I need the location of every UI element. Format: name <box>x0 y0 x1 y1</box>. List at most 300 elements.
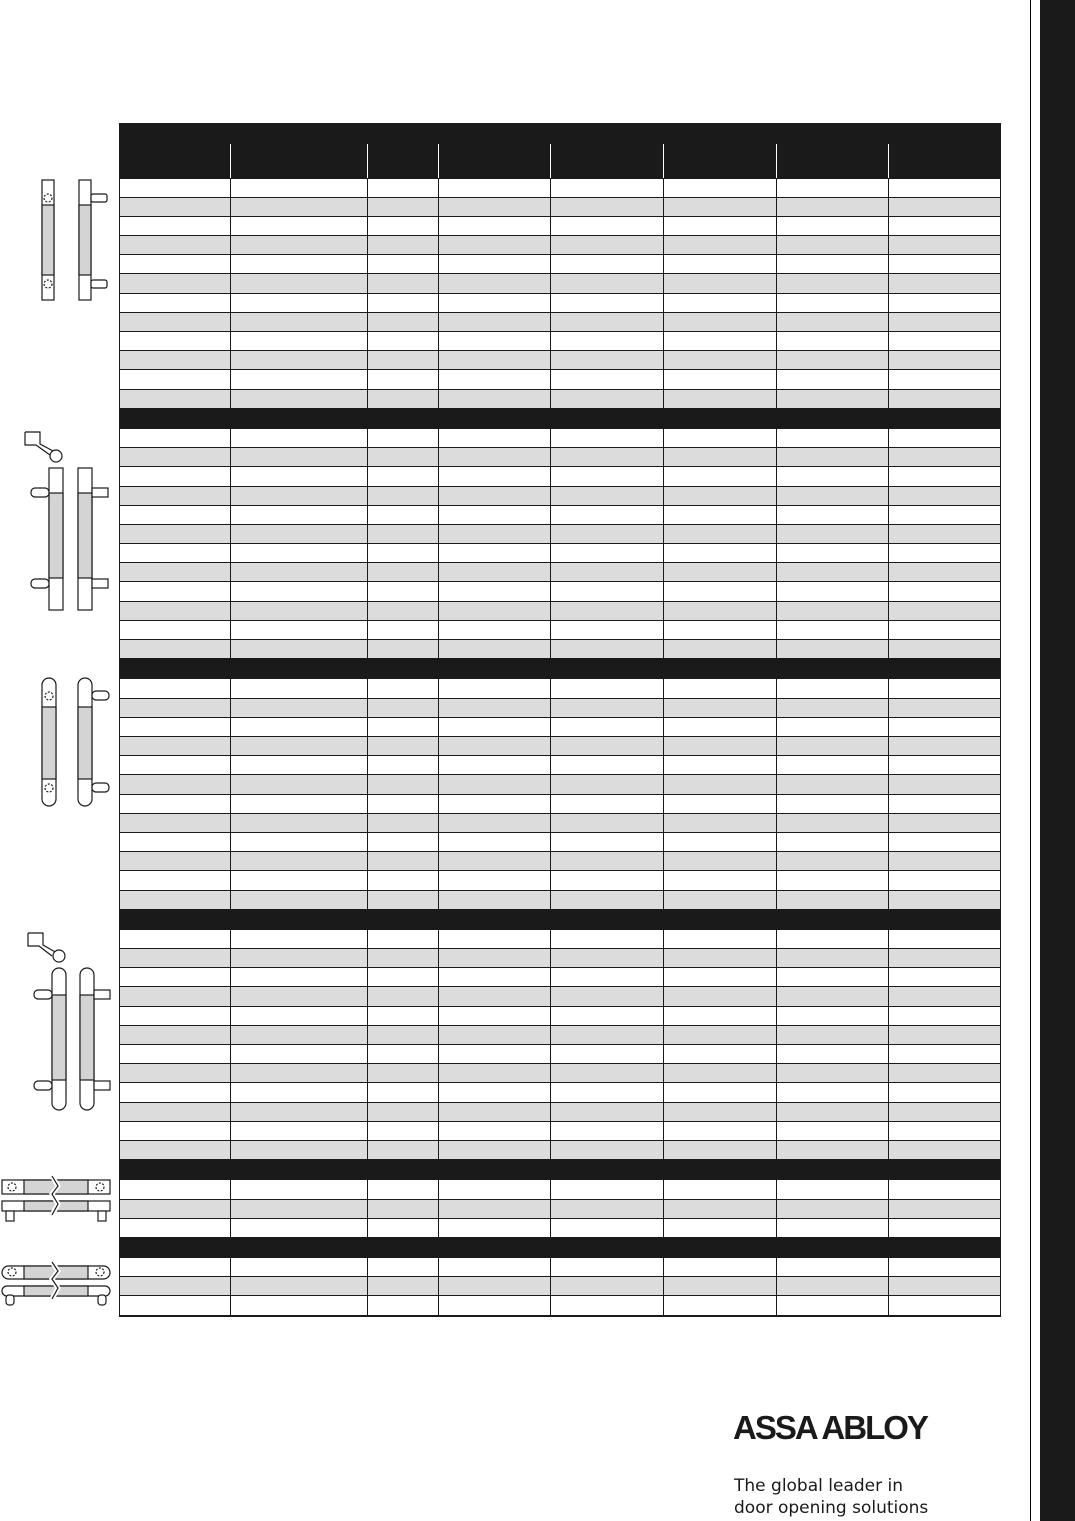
table-cell <box>120 1025 230 1044</box>
table-cell <box>776 1083 888 1102</box>
table-cell <box>438 1180 550 1199</box>
table-row <box>120 505 1000 524</box>
table-cell <box>888 601 1000 620</box>
section-header-cell <box>120 1237 1000 1257</box>
table-cell <box>120 929 230 948</box>
table-cell <box>776 1140 888 1159</box>
table-cell <box>230 524 367 543</box>
table-cell <box>776 698 888 717</box>
table-cell <box>888 1025 1000 1044</box>
table-cell <box>776 601 888 620</box>
table-cell <box>776 255 888 274</box>
table-cell <box>550 582 663 601</box>
table-cell <box>367 197 438 216</box>
table-cell <box>367 448 438 467</box>
table-row <box>120 389 1000 408</box>
table-cell <box>438 216 550 235</box>
table-cell <box>438 1083 550 1102</box>
table-cell <box>550 1296 663 1316</box>
table-cell <box>776 216 888 235</box>
table-cell <box>120 871 230 890</box>
table-row <box>120 1199 1000 1218</box>
table-cell <box>776 351 888 370</box>
table-cell <box>663 467 776 486</box>
table-cell <box>230 987 367 1006</box>
table-cell <box>438 197 550 216</box>
table-cell <box>367 312 438 331</box>
table-cell <box>888 505 1000 524</box>
table-cell <box>663 737 776 756</box>
table-cell <box>120 1102 230 1121</box>
table-cell <box>888 389 1000 408</box>
column-header-cell <box>663 144 776 178</box>
table-cell <box>120 1140 230 1159</box>
table-cell <box>120 1296 230 1316</box>
table-cell <box>438 717 550 736</box>
table-cell <box>888 274 1000 293</box>
table-row <box>120 448 1000 467</box>
table-cell <box>663 987 776 1006</box>
tagline-line-2: door opening solutions <box>734 1498 929 1518</box>
table-cell <box>120 236 230 255</box>
table-cell <box>438 949 550 968</box>
table-cell <box>230 428 367 447</box>
table-cell <box>120 1006 230 1025</box>
table-cell <box>776 1296 888 1316</box>
table-cell <box>776 794 888 813</box>
table-cell <box>888 890 1000 909</box>
table-cell <box>888 351 1000 370</box>
table-cell <box>776 274 888 293</box>
table-cell <box>230 1006 367 1025</box>
table-cell <box>120 1180 230 1199</box>
table-cell <box>888 544 1000 563</box>
table-cell <box>888 293 1000 312</box>
table-cell <box>888 679 1000 698</box>
table-cell <box>230 794 367 813</box>
table-cell <box>550 620 663 639</box>
table-cell <box>888 467 1000 486</box>
table-cell <box>230 1140 367 1159</box>
table-row <box>120 756 1000 775</box>
table-cell <box>888 448 1000 467</box>
table-cell <box>550 679 663 698</box>
table-cell <box>550 178 663 197</box>
table-cell <box>663 890 776 909</box>
table-row <box>120 178 1000 197</box>
table-row <box>120 717 1000 736</box>
table-row <box>120 312 1000 331</box>
table-cell <box>120 544 230 563</box>
table-cell <box>550 448 663 467</box>
table-cell <box>120 389 230 408</box>
table-cell <box>550 197 663 216</box>
table-cell <box>888 1121 1000 1140</box>
table-cell <box>367 794 438 813</box>
table-cell <box>663 813 776 832</box>
table-cell <box>120 563 230 582</box>
table-cell <box>888 949 1000 968</box>
table-cell <box>888 1296 1000 1316</box>
table-row <box>120 236 1000 255</box>
table-cell <box>663 1296 776 1316</box>
table-cell <box>120 640 230 659</box>
table-cell <box>550 544 663 563</box>
table-cell <box>438 1102 550 1121</box>
table-row <box>120 563 1000 582</box>
table-cell <box>888 255 1000 274</box>
table-cell <box>367 524 438 543</box>
table-cell <box>120 332 230 351</box>
table-cell <box>550 775 663 794</box>
table-cell <box>776 852 888 871</box>
table-cell <box>663 929 776 948</box>
table-cell <box>120 274 230 293</box>
table-cell <box>438 486 550 505</box>
table-cell <box>888 871 1000 890</box>
table-row <box>120 601 1000 620</box>
product-icons <box>0 0 118 1330</box>
table-cell <box>230 1045 367 1064</box>
table-cell <box>550 1258 663 1277</box>
table-cell <box>663 582 776 601</box>
table-cell <box>367 813 438 832</box>
table-cell <box>550 1140 663 1159</box>
table-cell <box>663 717 776 736</box>
table-cell <box>888 968 1000 987</box>
table-cell <box>888 370 1000 389</box>
table-top-band-cell <box>120 124 1000 144</box>
table-cell <box>367 563 438 582</box>
table-cell <box>888 1258 1000 1277</box>
table-row <box>120 467 1000 486</box>
table-cell <box>438 178 550 197</box>
table-cell <box>367 467 438 486</box>
table-cell <box>367 293 438 312</box>
table-cell <box>230 448 367 467</box>
table-cell <box>888 698 1000 717</box>
table-cell <box>663 852 776 871</box>
table-cell <box>438 1006 550 1025</box>
column-header-cell <box>438 144 550 178</box>
table-cell <box>438 679 550 698</box>
table-cell <box>663 756 776 775</box>
table-cell <box>120 794 230 813</box>
table-cell <box>888 1102 1000 1121</box>
table-cell <box>663 1045 776 1064</box>
table-cell <box>663 370 776 389</box>
table-cell <box>776 505 888 524</box>
table-cell <box>120 987 230 1006</box>
table-cell <box>663 1277 776 1296</box>
table-cell <box>230 640 367 659</box>
table-cell <box>120 428 230 447</box>
table-cell <box>367 871 438 890</box>
table-cell <box>230 679 367 698</box>
table-cell <box>367 698 438 717</box>
table-cell <box>776 987 888 1006</box>
table-cell <box>438 775 550 794</box>
table-cell <box>550 929 663 948</box>
table-cell <box>663 1025 776 1044</box>
table-cell <box>367 486 438 505</box>
table-cell <box>120 1083 230 1102</box>
table-cell <box>230 832 367 851</box>
table-cell <box>550 428 663 447</box>
pull-handle-straight-icon <box>42 180 107 300</box>
table-row <box>120 1025 1000 1044</box>
table-cell <box>776 679 888 698</box>
table-cell <box>550 351 663 370</box>
table-row <box>120 1277 1000 1296</box>
table-cell <box>776 486 888 505</box>
table-cell <box>550 601 663 620</box>
table-cell <box>367 505 438 524</box>
section-header-row <box>120 909 1000 929</box>
table-cell <box>230 505 367 524</box>
table-cell <box>776 756 888 775</box>
table-cell <box>120 293 230 312</box>
table-cell <box>438 813 550 832</box>
table-cell <box>230 544 367 563</box>
table-cell <box>550 968 663 987</box>
table-cell <box>776 389 888 408</box>
table-cell <box>230 775 367 794</box>
table-cell <box>776 1006 888 1025</box>
table-cell <box>230 620 367 639</box>
table-cell <box>663 178 776 197</box>
table-cell <box>230 1121 367 1140</box>
table-cell <box>663 236 776 255</box>
table-row <box>120 968 1000 987</box>
table-cell <box>663 351 776 370</box>
table-cell <box>120 1199 230 1218</box>
table-row <box>120 949 1000 968</box>
table-cell <box>888 1180 1000 1199</box>
table-row <box>120 544 1000 563</box>
table-cell <box>663 389 776 408</box>
table-cell <box>438 890 550 909</box>
table-cell <box>120 505 230 524</box>
table-cell <box>663 448 776 467</box>
table-cell <box>663 601 776 620</box>
table-cell <box>120 679 230 698</box>
table-cell <box>230 813 367 832</box>
table-cell <box>230 255 367 274</box>
table-cell <box>438 544 550 563</box>
table-cell <box>776 640 888 659</box>
table-cell <box>120 949 230 968</box>
table-cell <box>438 524 550 543</box>
table-cell <box>663 293 776 312</box>
table-top-band <box>120 124 1000 144</box>
table-cell <box>367 852 438 871</box>
table-cell <box>888 987 1000 1006</box>
table-cell <box>888 332 1000 351</box>
table-cell <box>120 312 230 331</box>
table-cell <box>120 1064 230 1083</box>
table-cell <box>230 563 367 582</box>
table-cell <box>367 775 438 794</box>
table-cell <box>367 929 438 948</box>
table-cell <box>550 332 663 351</box>
table-cell <box>888 620 1000 639</box>
table-cell <box>438 293 550 312</box>
table-row <box>120 794 1000 813</box>
table-cell <box>438 505 550 524</box>
table-cell <box>663 832 776 851</box>
table-cell <box>663 274 776 293</box>
table-cell <box>120 178 230 197</box>
table-row <box>120 1006 1000 1025</box>
table-row <box>120 832 1000 851</box>
table-cell <box>367 1025 438 1044</box>
table-cell <box>120 698 230 717</box>
table-cell <box>438 1296 550 1316</box>
table-cell <box>888 197 1000 216</box>
table-cell <box>230 968 367 987</box>
table-cell <box>550 1083 663 1102</box>
column-header-cell <box>367 144 438 178</box>
column-header-cell <box>550 144 663 178</box>
table-row <box>120 852 1000 871</box>
table-row <box>120 293 1000 312</box>
table-cell <box>120 486 230 505</box>
table-row <box>120 1045 1000 1064</box>
table-cell <box>367 332 438 351</box>
table-cell <box>776 428 888 447</box>
table-cell <box>367 717 438 736</box>
table-cell <box>550 1199 663 1218</box>
table-cell <box>663 1258 776 1277</box>
table-cell <box>120 255 230 274</box>
table-cell <box>230 197 367 216</box>
table-cell <box>663 1180 776 1199</box>
table-cell <box>888 737 1000 756</box>
table-cell <box>438 582 550 601</box>
table-cell <box>367 544 438 563</box>
section-header-cell <box>120 1160 1000 1180</box>
table-cell <box>776 1045 888 1064</box>
pull-bar-horizontal-icon <box>2 1176 110 1221</box>
table-cell <box>663 505 776 524</box>
table-cell <box>776 832 888 851</box>
table-cell <box>230 1258 367 1277</box>
table-cell <box>230 351 367 370</box>
table-cell <box>888 1199 1000 1218</box>
table-row <box>120 929 1000 948</box>
table-cell <box>367 1258 438 1277</box>
table-cell <box>888 563 1000 582</box>
table-row <box>120 1296 1000 1316</box>
table-cell <box>230 737 367 756</box>
table-cell <box>230 1025 367 1044</box>
table-cell <box>550 1064 663 1083</box>
table-cell <box>776 544 888 563</box>
table-cell <box>663 679 776 698</box>
table-cell <box>888 1006 1000 1025</box>
product-table <box>119 123 1001 1317</box>
table-cell <box>438 1277 550 1296</box>
table-cell <box>550 949 663 968</box>
table-cell <box>367 737 438 756</box>
table-cell <box>550 255 663 274</box>
table-row <box>120 737 1000 756</box>
table-cell <box>663 620 776 639</box>
page-edge-tab <box>1040 0 1075 1521</box>
table-cell <box>438 332 550 351</box>
table-cell <box>550 1121 663 1140</box>
table-cell <box>776 1199 888 1218</box>
table-cell <box>663 775 776 794</box>
table-cell <box>550 505 663 524</box>
table-row <box>120 1102 1000 1121</box>
table-cell <box>888 428 1000 447</box>
table-cell <box>776 1025 888 1044</box>
table-cell <box>550 698 663 717</box>
table-cell <box>367 1296 438 1316</box>
table-cell <box>120 832 230 851</box>
table-cell <box>888 852 1000 871</box>
table-cell <box>120 717 230 736</box>
table-cell <box>776 370 888 389</box>
table-cell <box>367 1218 438 1237</box>
table-cell <box>367 1121 438 1140</box>
table-cell <box>367 1199 438 1218</box>
table-cell <box>663 640 776 659</box>
table-cell <box>550 737 663 756</box>
table-row <box>120 255 1000 274</box>
tagline <box>734 1475 1024 1519</box>
table-cell <box>230 929 367 948</box>
table-cell <box>438 929 550 948</box>
table-cell <box>776 448 888 467</box>
table-cell <box>438 737 550 756</box>
table-cell <box>438 794 550 813</box>
table-cell <box>120 775 230 794</box>
table-cell <box>776 1064 888 1083</box>
table-cell <box>120 448 230 467</box>
table-cell <box>230 1064 367 1083</box>
table-cell <box>776 467 888 486</box>
table-cell <box>438 987 550 1006</box>
table-cell <box>776 737 888 756</box>
table-cell <box>550 1045 663 1064</box>
table-cell <box>230 178 367 197</box>
table-row <box>120 524 1000 543</box>
table-cell <box>438 370 550 389</box>
table-cell <box>230 756 367 775</box>
table-cell <box>120 968 230 987</box>
table-cell <box>438 448 550 467</box>
table-cell <box>367 620 438 639</box>
table-row <box>120 1218 1000 1237</box>
table-cell <box>776 563 888 582</box>
table-cell <box>120 351 230 370</box>
table-cell <box>367 1064 438 1083</box>
table-cell <box>663 1064 776 1083</box>
table-cell <box>230 1277 367 1296</box>
table-cell <box>230 1296 367 1316</box>
table-cell <box>120 890 230 909</box>
table-row <box>120 1121 1000 1140</box>
section-header-row <box>120 659 1000 679</box>
table-cell <box>550 389 663 408</box>
section-header-cell <box>120 408 1000 428</box>
table-cell <box>663 1102 776 1121</box>
table-cell <box>550 871 663 890</box>
table-cell <box>230 332 367 351</box>
